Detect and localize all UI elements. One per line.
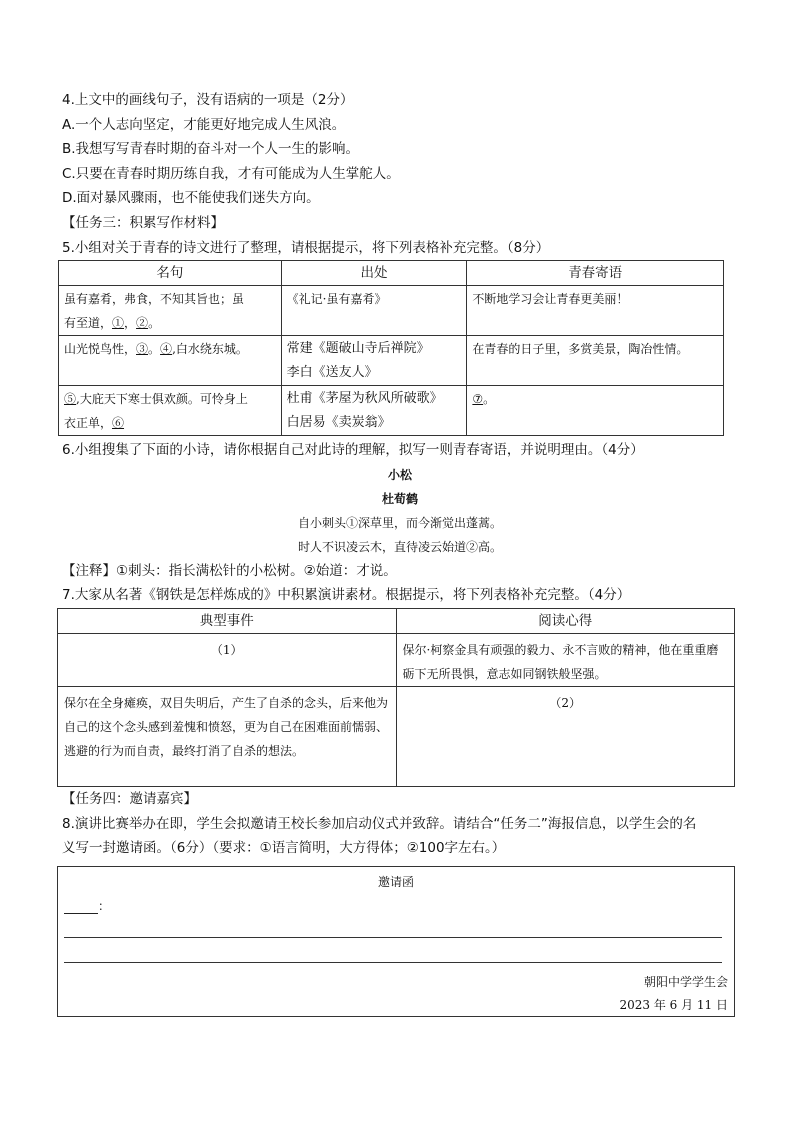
blank-6: ⑥ <box>112 416 125 431</box>
blank-3: ③ <box>136 342 149 357</box>
signer: 朝阳中学学生会 <box>643 975 728 989</box>
q5-r3-quote: ⑤,大庇天下寒士俱欢颜。可怜身上 衣正单，⑥ <box>59 386 282 436</box>
blank-5: ⑤ <box>64 392 77 407</box>
q7-header-insight: 阅读心得 <box>396 608 735 633</box>
poem-author: 杜荀鹤 <box>381 491 418 506</box>
q7-r1-insight: 保尔·柯察金具有顽强的毅力、永不言败的精神，他在重重磨砺下无所畏惧，意志如同钢铁般坚强。 <box>396 633 735 686</box>
exam-page <box>62 88 738 861</box>
q8-stem-line-1: 8.演讲比赛举办在即，学生会拟邀请王校长参加启动仪式并致辞。请结合“任务二”海报信息，以学生会的名 <box>62 815 697 832</box>
q5-stem: 5.小组对关于青春的诗文进行了整理，请根据提示，将下列表格补充完整。（8分） <box>62 239 550 256</box>
salutation: ： <box>64 897 110 914</box>
q5-header-message: 青春寄语 <box>467 261 724 286</box>
q5-header-source: 出处 <box>281 261 467 286</box>
q5-r1-quote: 虽有嘉肴，弗食，不知其旨也；虽 有至道，①，②。 <box>59 286 282 336</box>
blank-4: ④ <box>160 342 173 357</box>
table-row <box>59 336 724 386</box>
q5-r3-source: 杜甫《茅屋为秋风所破歌》 白居易《卖炭翁》 <box>281 386 467 436</box>
task3-heading: 【任务三：积累写作材料】 <box>62 214 224 231</box>
letter-date: 2023 年 6 月 11 日 <box>619 998 728 1012</box>
q7-r2-event: 保尔在全身瘫痪，双目失明后，产生了自杀的念头，后来他为自己的这个念头感到羞愧和愤怒，更为自己在困难面前懦弱、逃避的行为而自责，最终打消了自杀的想法。 <box>58 686 397 786</box>
table-row <box>59 386 724 436</box>
q7-header-event: 典型事件 <box>58 608 397 633</box>
table-row <box>59 286 724 336</box>
invitation-title: 邀请函 <box>377 875 414 889</box>
salutation-blank[interactable] <box>64 899 98 914</box>
writing-line-2[interactable] <box>64 962 722 963</box>
q4-option-b: B.我想写写青春时期的奋斗对一个人一生的影响。 <box>62 141 360 158</box>
q4-option-c: C.只要在青春时期历练自我，才有可能成为人生掌舵人。 <box>62 165 400 182</box>
q7-stem: 7.大家从名著《钢铁是怎样炼成的》中积累演讲素材。根据提示，将下列表格补充完整。（4分） <box>62 587 631 604</box>
q5-table <box>58 260 724 436</box>
q7-r1-event: （1） <box>58 633 397 686</box>
q5-r2-source: 常建《题破山寺后禅院》 李白《送友人》 <box>281 336 467 386</box>
q5-r1-source: 《礼记·虽有嘉肴》 <box>281 286 467 336</box>
invitation-box[interactable] <box>57 866 735 1017</box>
table-row <box>58 633 735 686</box>
q5-r3-message: ⑦。 <box>467 386 724 436</box>
blank-7: ⑦ <box>472 392 484 407</box>
q5-header-quote: 名句 <box>59 261 282 286</box>
writing-line-1[interactable] <box>64 937 722 938</box>
q4-option-a: A.一个人志向坚定，才能更好地完成人生风浪。 <box>62 116 346 133</box>
blank-1: ① <box>112 316 125 331</box>
task4-heading: 【任务四：邀请嘉宾】 <box>62 790 197 807</box>
q6-stem: 6.小组搜集了下面的小诗，请你根据自己对此诗的理解，拟写一则青春寄语，并说明理由。（4分） <box>62 442 644 459</box>
q5-r1-message: 不断地学习会让青春更美丽！ <box>467 286 724 336</box>
poem-line-1: 自小刺头①深草里，而今渐觉出蓬蒿。 <box>297 515 502 530</box>
poem-title: 小松 <box>387 467 412 482</box>
q4-option-d: D.面对暴风骤雨，也不能使我们迷失方向。 <box>62 190 320 207</box>
poem-note: 【注释】①刺头：指长满松针的小松树。②始道：才说。 <box>62 562 397 579</box>
table-row <box>58 686 735 786</box>
poem-line-2: 时人不识凌云木，直待凌云始道②高。 <box>297 539 502 554</box>
q5-r2-quote: 山光悦鸟性，③。④,白水绕东城。 <box>59 336 282 386</box>
q8-stem-line-2: 义写一封邀请函。（6分）（要求：①语言简明，大方得体；②100字左右。） <box>62 840 506 857</box>
q7-table <box>57 608 735 787</box>
blank-2: ② <box>136 316 149 331</box>
q7-r2-insight: （2） <box>396 686 735 786</box>
q5-r2-message: 在青春的日子里，多赏美景，陶冶性情。 <box>467 336 724 386</box>
q4-stem: 4.上文中的画线句子，没有语病的一项是（2分） <box>62 92 354 108</box>
